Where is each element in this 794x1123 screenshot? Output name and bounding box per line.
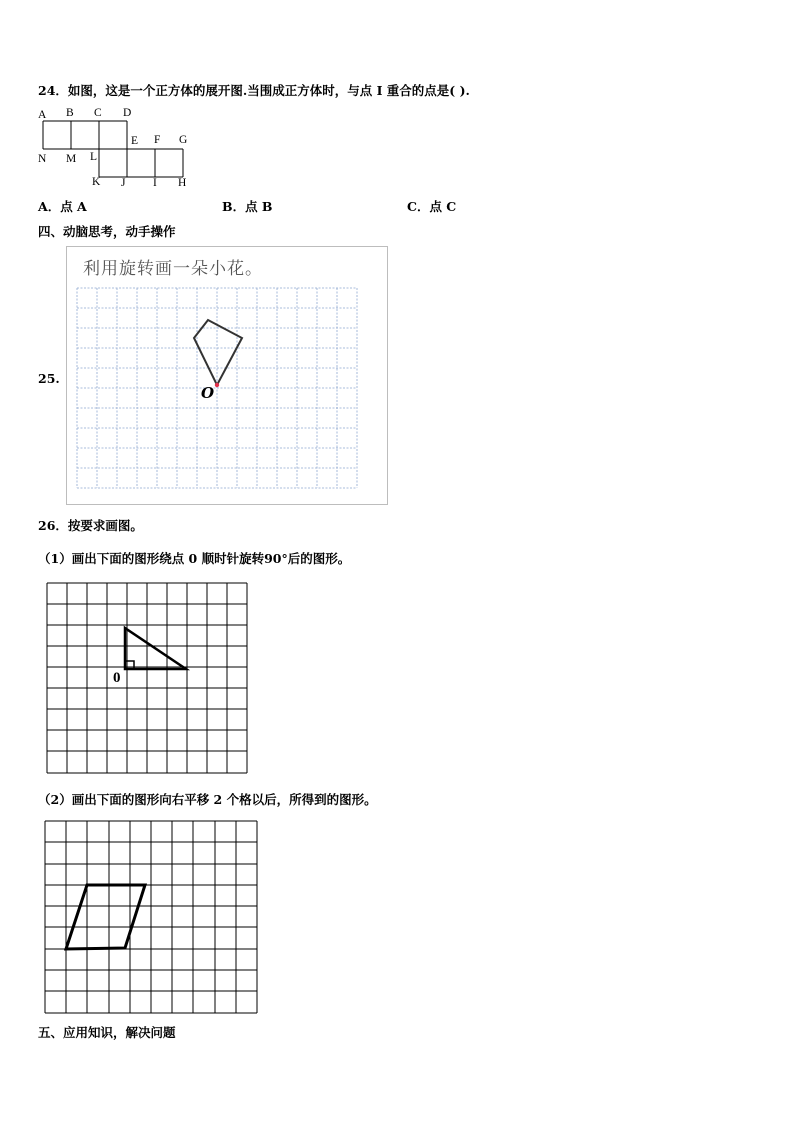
net-label-n: N bbox=[38, 153, 47, 165]
net-label-i: I bbox=[153, 177, 157, 189]
q25-grid bbox=[77, 288, 357, 488]
net-label-f: F bbox=[154, 134, 161, 146]
q26-grid-1 bbox=[47, 583, 249, 775]
option-b: B．点 B bbox=[222, 199, 273, 214]
net-label-e: E bbox=[131, 135, 139, 147]
point-0-label: 0 bbox=[113, 670, 121, 686]
net-label-m: M bbox=[66, 153, 77, 165]
parallelogram-shape bbox=[66, 885, 145, 949]
q26-part2-text: （2）画出下面的图形向右平移 2 个格以后，所得到的图形。 bbox=[38, 792, 377, 807]
rotation-center-point bbox=[215, 383, 219, 387]
q26-part1-text: （1）画出下面的图形绕点 0 顺时针旋转90°后的图形。 bbox=[38, 551, 351, 566]
net-label-c: C bbox=[94, 107, 102, 119]
section-5-heading: 五、应用知识，解决问题 bbox=[38, 1025, 176, 1040]
net-label-j: J bbox=[121, 177, 126, 189]
q25-instruction: 利用旋转画一朵小花。 bbox=[83, 259, 263, 279]
section-4-heading: 四、动脑思考，动手操作 bbox=[38, 224, 176, 239]
net-label-a: A bbox=[38, 109, 47, 121]
kite-shape bbox=[194, 320, 242, 385]
option-a: A．点 A bbox=[38, 199, 87, 214]
q25-number: 25. bbox=[38, 371, 60, 386]
point-o-label: O bbox=[201, 384, 215, 402]
q26-grid-2 bbox=[45, 821, 259, 1015]
net-label-g: G bbox=[179, 134, 188, 146]
net-label-k: K bbox=[92, 176, 101, 188]
net-label-l: L bbox=[90, 151, 98, 163]
q26-title: 26．按要求画图。 bbox=[38, 518, 143, 533]
q24-text: 24．如图，这是一个正方体的展开图.当围成正方体时，与点 I 重合的点是( ). bbox=[38, 83, 470, 98]
option-c: C．点 C bbox=[407, 199, 457, 214]
net-label-b: B bbox=[66, 107, 74, 119]
cube-net-diagram bbox=[38, 108, 238, 188]
net-label-d: D bbox=[123, 107, 132, 119]
net-label-h: H bbox=[178, 177, 187, 189]
